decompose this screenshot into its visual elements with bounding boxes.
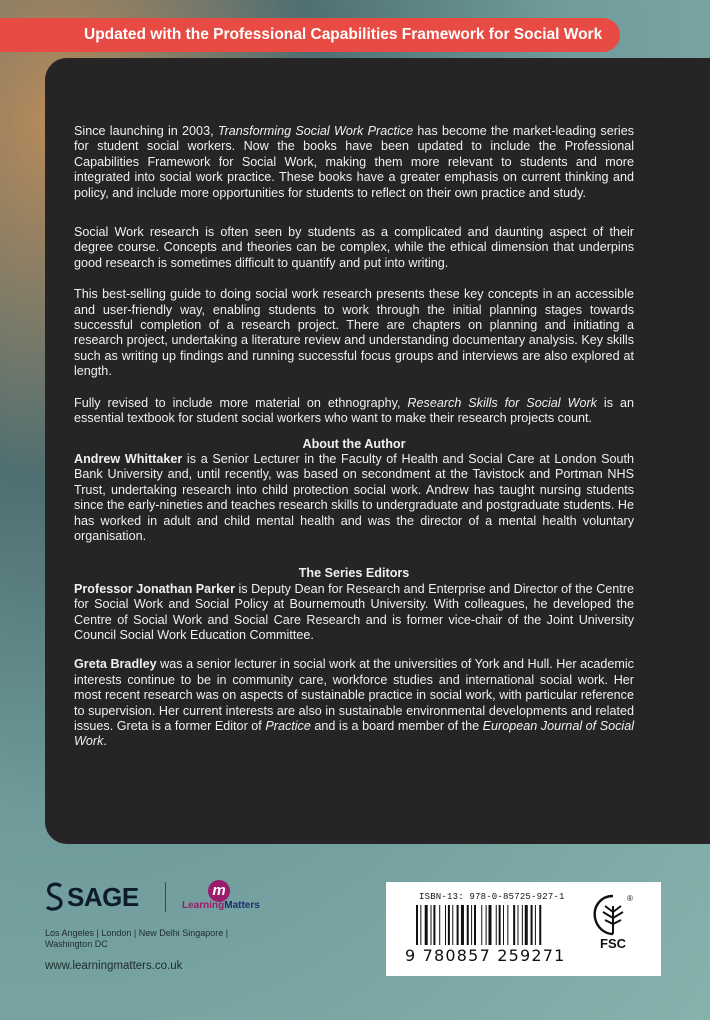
body-paragraph-3: Fully revised to include more material on ethnography, Research Skills for Social Work is an essential textbook for student social workers who want to make their research projects count.: [74, 395, 634, 426]
series-intro: Since launching in 2003, Transforming Social Work Practice has become the market-leading series for student social workers. Now the books have been updated to include the Professional Capabilities Framework for Social Work, making them more relevant to students and more integrated into social work practice. These books have a greater emphasis on current thinking and policy, and include more opportunities for students to reflect on their own practice and study.: [74, 124, 634, 200]
fsc-registered-mark: ®: [627, 894, 633, 903]
fsc-label: FSC: [600, 936, 626, 951]
barcode-bar: [448, 905, 450, 945]
sage-logo: [45, 880, 139, 914]
barcode-bar: [474, 905, 476, 945]
barcode-bar: [425, 905, 428, 945]
barcode-bar: [481, 905, 482, 945]
editor-bradley-bio: Greta Bradley was a senior lecturer in social work at the universities of York and Hull. Her academic interests continue to be in community care, workforce studies and international social work. Her most recent research was on aspects of sustainable practice in social work, with particular reference to supervision. Her current interests are also in sustainable environmental developments and related issues. Greta is a former Editor of Practice and is a board member of the European Journal of Social Work.: [74, 657, 634, 749]
barcode-bar: [420, 905, 421, 945]
publisher-cities: Los Angeles | London | New Delhi Singapore | Washington DC: [45, 928, 229, 949]
barcode-bar: [496, 905, 497, 945]
barcode-bar: [522, 905, 523, 945]
author-bio: Andrew Whittaker is a Senior Lecturer in the Faculty of Health and Social Care at London South Bank University and, until recently, was based on secondment at the Tavistock and Portman NHS Trust, undertaking research into child protection social work. Andrew has taught nursing students since the early-nineties and teaches research skills to undergraduate and postgraduate students. He has worked in adult and child mental health and was the director of a mental health voluntary organisation.: [74, 451, 635, 543]
sage-s-icon: [45, 882, 65, 912]
barcode-bar: [535, 905, 536, 945]
barcode-bar: [467, 905, 469, 945]
about-author-heading: About the Author: [302, 436, 406, 451]
fsc-logo: [583, 892, 643, 964]
publisher-website: www.learningmatters.co.uk: [45, 960, 183, 972]
barcode-bar: [513, 905, 515, 945]
author-name: Andrew Whittaker: [74, 451, 183, 466]
logo-divider: [165, 882, 166, 912]
barcode-bar: [471, 905, 472, 945]
series-editors-heading: The Series Editors: [298, 566, 410, 581]
barcode-bar: [531, 905, 533, 945]
update-banner: [0, 18, 620, 52]
book-title: Research Skills for Social Work: [407, 395, 597, 410]
barcode-bar: [433, 905, 435, 945]
learning-matters-logo: [182, 880, 272, 914]
barcode-icon: [416, 905, 576, 947]
body-paragraph-2: This best-selling guide to doing social work research presents these key concepts in an accessible and user-friendly way, enabling students to work through the initial planning stages towards successful completion of a research project. There are chapters on planning and initiating a research project, undertaking a literature review and understanding documentary analysis. Key skills such as writing up findings and running successful focus groups and interviews are also explored at length.: [74, 287, 634, 379]
update-banner-text: Updated with the Professional Capabilities Framework for Social Work: [84, 26, 603, 43]
sage-wordmark: SAGE: [67, 881, 139, 912]
barcode-bar: [457, 905, 459, 945]
body-paragraph-1: Social Work research is often seen by students as a complicated and daunting aspect of their degree course. Concepts and theories can be complex, while the ethical dimension that underpins good research is sometimes difficult to quantify and put into writing.: [74, 225, 634, 270]
barcode-bar: [445, 905, 446, 945]
fsc-tree-icon: [583, 892, 643, 938]
barcode-digits: 9 780857 259271: [405, 946, 566, 965]
barcode-bar: [507, 905, 508, 945]
barcode-bar: [431, 905, 432, 945]
learning-matters-mark-icon: m: [208, 880, 230, 902]
barcode-bar: [499, 905, 501, 945]
learning-matters-wordmark: LearningMatters: [182, 900, 260, 911]
barcode-bar: [503, 905, 504, 945]
barcode-bar: [539, 905, 541, 945]
editor-parker-bio: Professor Jonathan Parker is Deputy Dean for Research and Enterprise and Director of the Centre for Social Work and Social Policy at Bournemouth University. With colleagues, he developed the Centre of Social Work and Social Care Research and is former vice-chair of the Joint University Council Social Work Education Committee.: [74, 581, 634, 642]
editor-parker-name: Professor Jonathan Parker: [74, 581, 235, 596]
barcode-bar: [452, 905, 453, 945]
isbn-label: ISBN-13: 978-0-85725-927-1: [419, 892, 565, 902]
barcode-bar: [518, 905, 519, 945]
series-title: Transforming Social Work Practice: [217, 124, 414, 138]
barcode-bar: [416, 905, 418, 945]
barcode-bar: [439, 905, 440, 945]
editor-bradley-name: Greta Bradley: [74, 657, 157, 672]
barcode-bar: [489, 905, 492, 945]
publisher-logos: [45, 880, 345, 930]
description-text: [74, 124, 634, 750]
barcode-bar: [461, 905, 464, 945]
barcode-bar: [486, 905, 487, 945]
barcode-bar: [525, 905, 528, 945]
